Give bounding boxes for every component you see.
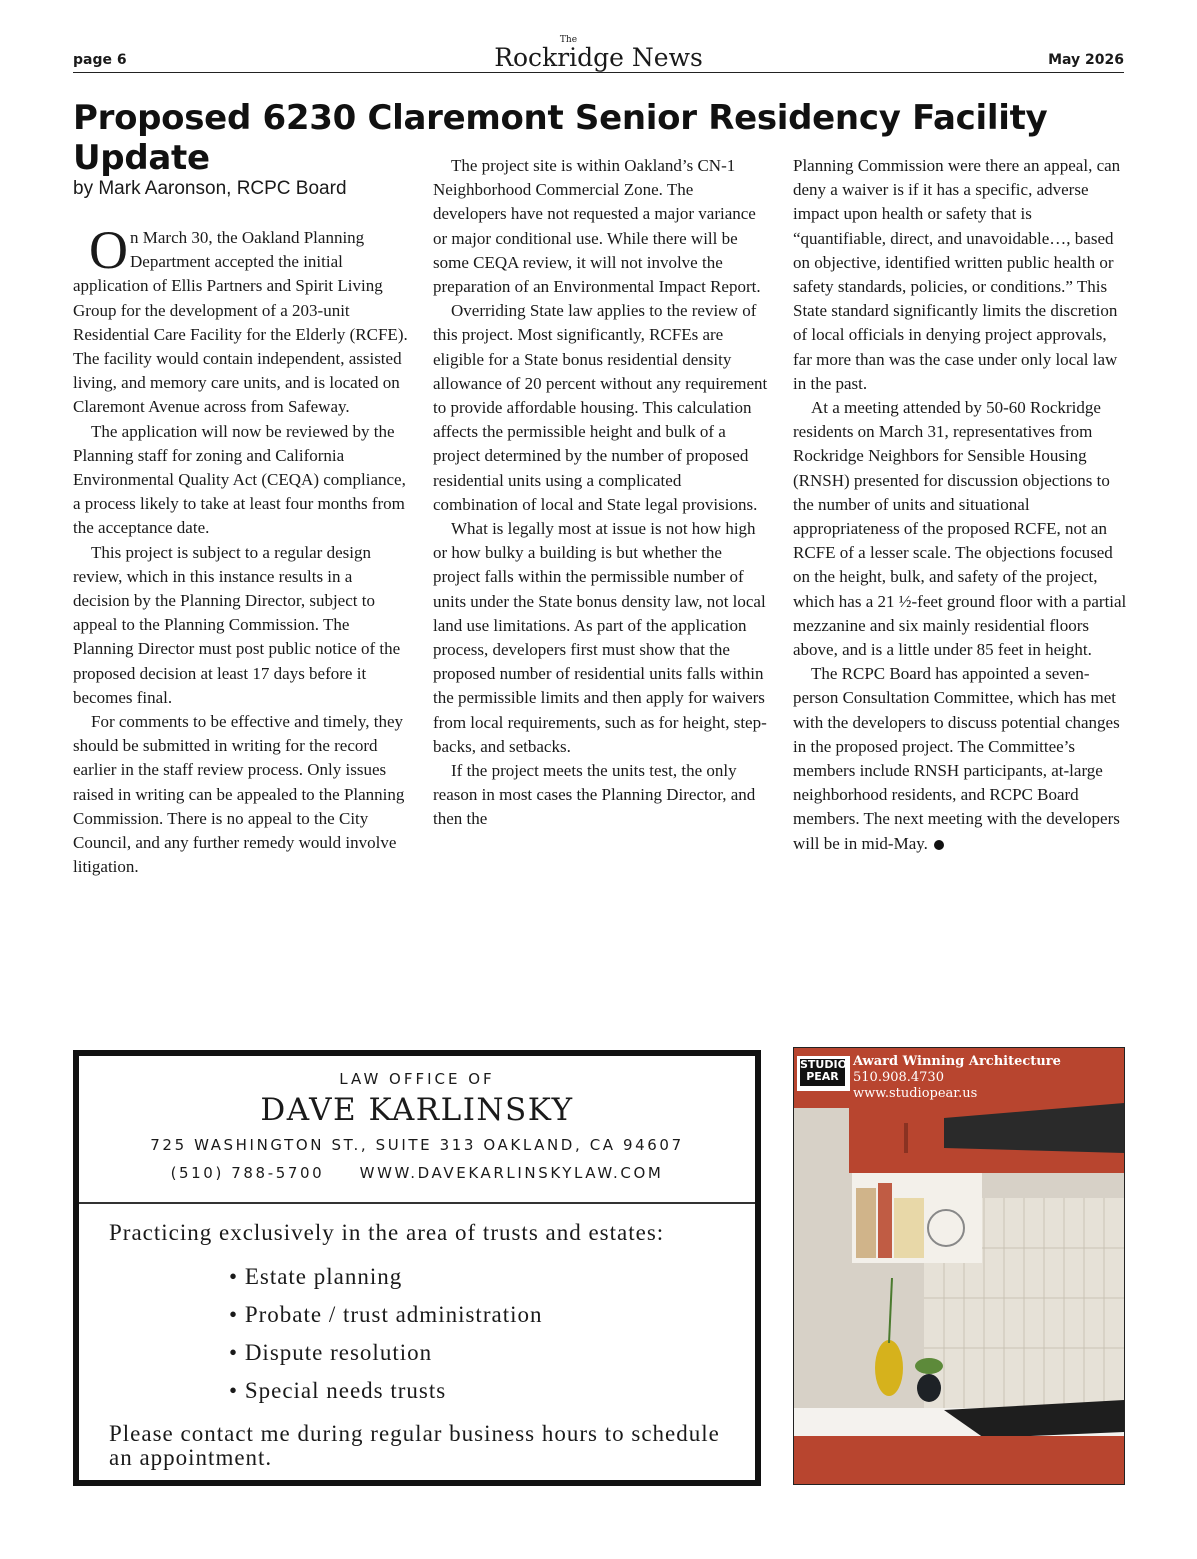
article-title: Proposed 6230 Claremont Senior Residency Facility Update (73, 98, 1048, 178)
page-number: page 6 (73, 52, 127, 68)
studio-pear-tagline: Award Winning Architecture (853, 1054, 1061, 1069)
law-ad-header (79, 1056, 755, 1204)
article-paragraph: On March 30, the Oakland Planning Department accepted the initial application of Ellis Partners and Spirit Living Group for the development of a 203-unit Residential Care Facility for the Elderly (RCFE). The facility would contain independent, assisted living, and memory care units, and is located on Claremont Avenue across from Safeway. (73, 220, 408, 417)
kitchen-photo (794, 1048, 1124, 1484)
article-byline: by Mark Aaronson, RCPC Board (73, 178, 347, 199)
law-office-ad (73, 1050, 761, 1486)
law-service-item: • Estate planning (229, 1260, 755, 1298)
masthead-name: Rockridge News (494, 43, 703, 72)
studio-pear-info (853, 1054, 1061, 1102)
attorney-name: DAVE KARLINSKY (260, 1092, 574, 1128)
article-paragraph: The project site is within Oakland’s CN-1 Neighborhood Commercial Zone. The developers have not requested a major variance or major conditional use. While there will be some CEQA review, it will not involve the preparation of an Environmental Impact Report. (433, 156, 761, 297)
article-paragraph: Overriding State law applies to the review of this project. Most significantly, RCFEs are eligible for a State bonus residential density allowance of 20 percent without any requirement to provide affordable housing. This calculation affects the permissible height and bulk of a project determined by the number of proposed residential units using a complicated combination of local and State legal provisions. (433, 301, 768, 514)
law-phone: (510) 788-5700 (170, 1164, 325, 1182)
issue-date: May 2026 (1048, 52, 1124, 68)
article-column-3 (793, 154, 1128, 856)
masthead (0, 36, 1197, 71)
law-service-item: • Probate / trust administration (229, 1298, 755, 1336)
law-contact-line (79, 1164, 755, 1182)
law-website: WWW.DAVEKARLINSKYLAW.COM (359, 1164, 664, 1182)
law-address: 725 WASHINGTON ST., SUITE 313 OAKLAND, CA 94607 (150, 1136, 684, 1154)
article-paragraph: Planning Commission were there an appeal, can deny a waiver is if it has a specific, adverse impact upon health or safety that is “quantifiable, direct, and unavoidable…, based on objective, identified written public health or safety standards, policies, or conditions.” This State standard significantly limits the discretion of local officials in denying project approvals, far more than was the case under only local law in the past. (793, 156, 1121, 393)
article-column-1 (73, 154, 408, 879)
law-office-label: LAW OFFICE OF (339, 1070, 495, 1088)
masthead-the: The (559, 35, 578, 45)
article-paragraph: The RCPC Board has appointed a seven-person Consultation Committee, which has met with the developers to discuss potential changes in the proposed project. The Committee’s members include RNSH participants, at-large neighborhood residents, and RCPC Board members. The next meeting with the developers will be in mid-May. (793, 664, 1120, 853)
drop-cap: O (89, 220, 128, 280)
article-paragraph: What is legally most at issue is not how high or how bulky a building is but whether the project falls within the permissible number of units under the State bonus density law, not local land use limitations. As part of the application process, developers first must show that the proposed number of residential units falls within the permissible limits and then apply for waivers from local requirements, such as for height, step-backs, and setbacks. (433, 519, 767, 756)
article-paragraph: The application will now be reviewed by the Planning staff for zoning and California Environmental Quality Act (CEQA) compliance, a process likely to take at least four months from the acceptance date. (73, 421, 406, 538)
header-rule (73, 72, 1124, 73)
article-paragraph: This project is subject to a regular design review, which in this instance results in a decision by the Planning Director, subject to appeal to the Planning Commission. The Planning Director must post public notice of the proposed decision at least 17 days before it becomes final. (73, 542, 401, 707)
law-contact-note: Please contact me during regular business hours to schedule an appointment. (109, 1421, 720, 1470)
law-services-list (229, 1260, 755, 1412)
studio-pear-website: www.studiopear.us (853, 1086, 978, 1101)
article-paragraph: For comments to be effective and timely, they should be submitted in writing for the record earlier in the staff review process. Only issues raised in writing can be appealed to the Planning Commission. There is no appeal to the City Council, and any further remedy would involve litigation. (73, 712, 405, 877)
article-paragraph: If the project meets the units test, the only reason in most cases the Planning Director, and then the (433, 761, 756, 829)
studio-pear-ad (793, 1047, 1125, 1485)
end-of-article-icon (934, 840, 944, 850)
law-practice-intro: Practicing exclusively in the area of trusts and estates: (109, 1220, 665, 1245)
law-service-item: • Dispute resolution (229, 1336, 755, 1374)
article-column-2 (433, 154, 768, 832)
studio-pear-logo: STUDIO PEAR (797, 1056, 850, 1091)
studio-pear-phone: 510.908.4730 (853, 1070, 944, 1085)
law-service-item: • Special needs trusts (229, 1374, 755, 1412)
article-paragraph: At a meeting attended by 50-60 Rockridge residents on March 31, representatives from Rockridge Neighbors for Sensible Housing (RNSH) presented for discussion objections to the number of units and situational appropriateness of the proposed RCFE, not an RCFE of a lesser scale. The objections focused on the height, bulk, and safety of the project, which has a 21 ½-feet ground floor with a partial mezzanine and six mainly residential floors above, and is a little under 85 feet in height. (793, 398, 1127, 660)
